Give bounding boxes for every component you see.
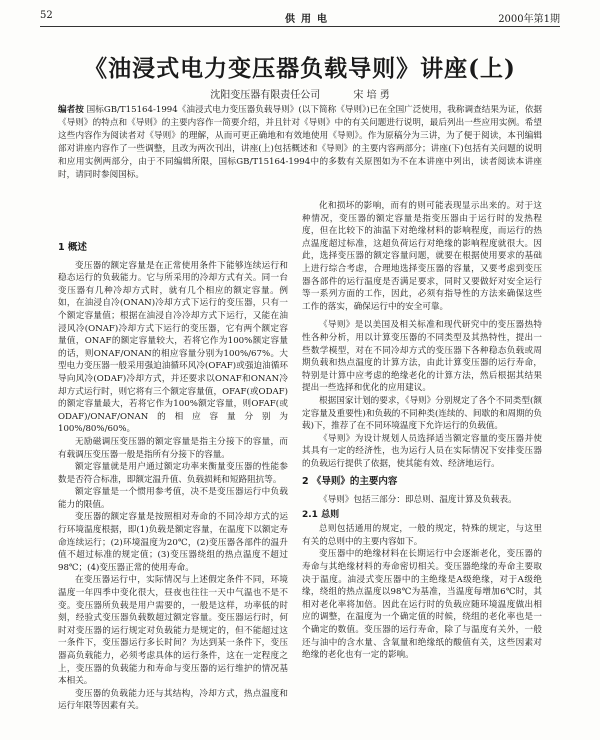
right-column xyxy=(302,200,542,662)
paragraph: 在变压器运行中，实际情况与上述假定条件不同，环境温度一年四季中变化很大，昼夜也往往一天中气温也不是不变。变压器所负载是用户需要的，一般是这样，功率低的时刻，经验式变压器负载数超过额定容量。变压器运行时，何时对变压器的运行规定对负载能力是规定的，但不能超过这一条件下，变压器运行多长时间？为达到某一条件下，变压器高负载能力，必须考虑具体的运行条件，这在一定程度之上，变压器的负载能力和寿命与变压器的运行维护的情况基本相关。 xyxy=(58,575,288,687)
paragraph: 总则包括通用的规定，一般的规定，特殊的规定，与这里有关的总则中的主要内容如下。 xyxy=(302,524,542,547)
left-column xyxy=(58,236,288,713)
author-line xyxy=(0,86,600,101)
paragraph: 变压器的额定容量是在正常使用条件下能够连续运行和稳态运行的负载能力。它与所采用的冷却方式有关。同一台变压器有几种冷却方式时，就有几个相应的额定容量。例如，在油浸自冷(ONAN)冷却方式下运行的变压器，只有一个额定容量值；根据在油浸自冷冷却方式下运行，又能在油浸风冷(ONAF)冷却方式下运行的变压器，它有两个额定容量值，ONAF的额定容量较大，若将它作为100%额定容量的话，则ONAF/ONAN的相应容量分别为100%/67%。大型电力变压器一般采用强迫油循环风冷(OFAF)或强迫油循环导向风冷(ODAF)冷却方式，并还要求以ONAF和ONAN冷却方式运行时，则它将有三个额定容量值，OFAF(或ODAF)的额定容量最大，若将它作为100%额定容量，则OFAF(或ODAF)/ONAF/ONAN的相应容量分别为100%/80%/60%。 xyxy=(58,260,288,435)
paragraph: 额定容量是一个惯用参考值，决不是变压器运行中负载能力的限值。 xyxy=(58,487,288,510)
editor-note-label: 编者按 xyxy=(58,105,84,115)
editor-note xyxy=(58,104,542,182)
issue-label: 2000年第1期 xyxy=(498,14,560,25)
subsection-heading-general: 2.1 总则 xyxy=(302,509,340,520)
paragraph: 化和损坏的影响，而有的则可能表现显示出来的。对于这种情况，变压器的额定容量是指变压器由于运行时的发热程度，但在比较下的油温下对绝缘材料的影响程度，而运行的热点温度超过标准，这超负荷运行对绝缘的影响程度就很大。因此，选择变压器的额定容量问题，就要在根据使用要求的基础上进行综合考虑，合理地选择变压器的容量，又要考虑到变压器各部件的运行温度是否满足要求，同时又要做好对安全运行等一系列方面的工作，因此，必须有指导性的方法来确保这些工作的落实，确保运行中的安全可靠。 xyxy=(302,201,542,312)
author-name: 宋 培 勇 xyxy=(353,90,390,101)
page-number: 52 xyxy=(40,10,53,21)
paragraph: 无励磁调压变压器的额定容量是指主分接下的容量，而有载调压变压器一般是指所有分接下的容量。 xyxy=(58,436,288,460)
paragraph: 根据国家计划的要求，《导则》分别规定了各个不同类型(额定容量及重要性)和负载的不同种类(连续的、间歇的和周期的负载)下，推荐了在不同环境温度下允许运行的负载值。 xyxy=(302,395,542,432)
section-heading-main-content: 2 《导则》的主要内容 xyxy=(302,476,398,488)
paragraph: 变压器的负载能力还与其结构，冷却方式，热点温度和运行年限等因素有关。 xyxy=(58,688,288,712)
paragraph: 变压器中的绝缘材料在长期运行中会逐渐老化，变压器的寿命与其绝缘材料的寿命密切相关。变压器绝缘的寿命主要取决于温度。油浸式变压器中的主绝缘是A级绝缘，对于A级绝缘，绕组的热点温度以98℃为基准，当温度每增加6℃时，其相对老化率将加倍。因此在运行时的负载应随环境温度做出相应的调整，在温度为一个确定值的时候，绕组的老化率也是一个确定的数值。变压器的运行寿命，除了与温度有关外，一般还与油中的含水量、含氧量和绝缘纸的酸值有关，这些因素对绝缘的老化也有一定的影响。 xyxy=(302,549,542,661)
paragraph: 《导则》为设计规划人员选择适当额定容量的变压器并使其具有一定的经济性，也为运行人员在实际情况下安排变压器的负载运行提供了依据，使其能有效、经济地运行。 xyxy=(302,433,542,469)
editor-note-text: 国标GB/T15164-1994《油浸式电力变压器负载导则》(以下简称《导则》)已在全国广泛使用，我称调查结果为证，依据《导则》的特点和《导则》的主要内容作一简要介绍，并且针对《导则》中的有关问题进行说明，最后列出一些应用实例。希望这些内容作为阅读者对《导则》的理解，从而可更正确地和有效地使用《导则》。作为原稿分为三讲，为了便于阅读，本刊编辑部对讲座内容作了一些调整，且改为两次刊出，讲座(上)包括概述和《导则》的主要内容两部分；讲座(下)包括有关问题的说明和应用实例两部分，由于不同编辑所限，国标GB/T15164-1994中的多数有关原图如为不在本讲座中列出，读者阅读本讲座时，请同时参阅国标。 xyxy=(58,105,542,180)
paragraph: 额定容量就是用户通过额定功率来衡量变压器的性能参数是否符合标准，即额定温升值、负载损耗和短路阻抗等。 xyxy=(58,462,288,485)
section-heading-overview: 1 概述 xyxy=(58,242,87,253)
paragraph: 变压器的额定容量是按照相对寿命的不同冷却方式的运行环境温度根据，即(1)负载是额定容量，在温度下以额定寿命连续运行；(2)环境温度为20℃，(2)变压器各部件的温升值不超过标准的规定值；(3)变压器绕组的热点温度不超过98℃；(4)变压器正常的使用寿命。 xyxy=(58,512,288,573)
paragraph: 《导则》包括三部分：即总则、温度计算及负载表。 xyxy=(319,495,517,506)
journal-name: 供用电 xyxy=(285,14,333,25)
author-affiliation: 沈阳变压器有限责任公司 xyxy=(210,90,321,101)
paragraph: 《导则》是以美国及相关标准和现代研究中的变压器热特性各种分析，用以计算变压器的不同类型及其热特性，提出一些数学模型，对在不同冷却方式的变压器下各种稳态负载或周期负载和热点温度的计算方法，由此计算变压器的运行寿命，特别是计算中应考虑的绝缘老化的计算方法，然后根据其结果提出一些选择和优化的应用建议。 xyxy=(302,320,542,394)
running-header xyxy=(40,8,560,27)
article-title: 《油浸式电力变压器负载导则》讲座(上) xyxy=(84,55,516,82)
